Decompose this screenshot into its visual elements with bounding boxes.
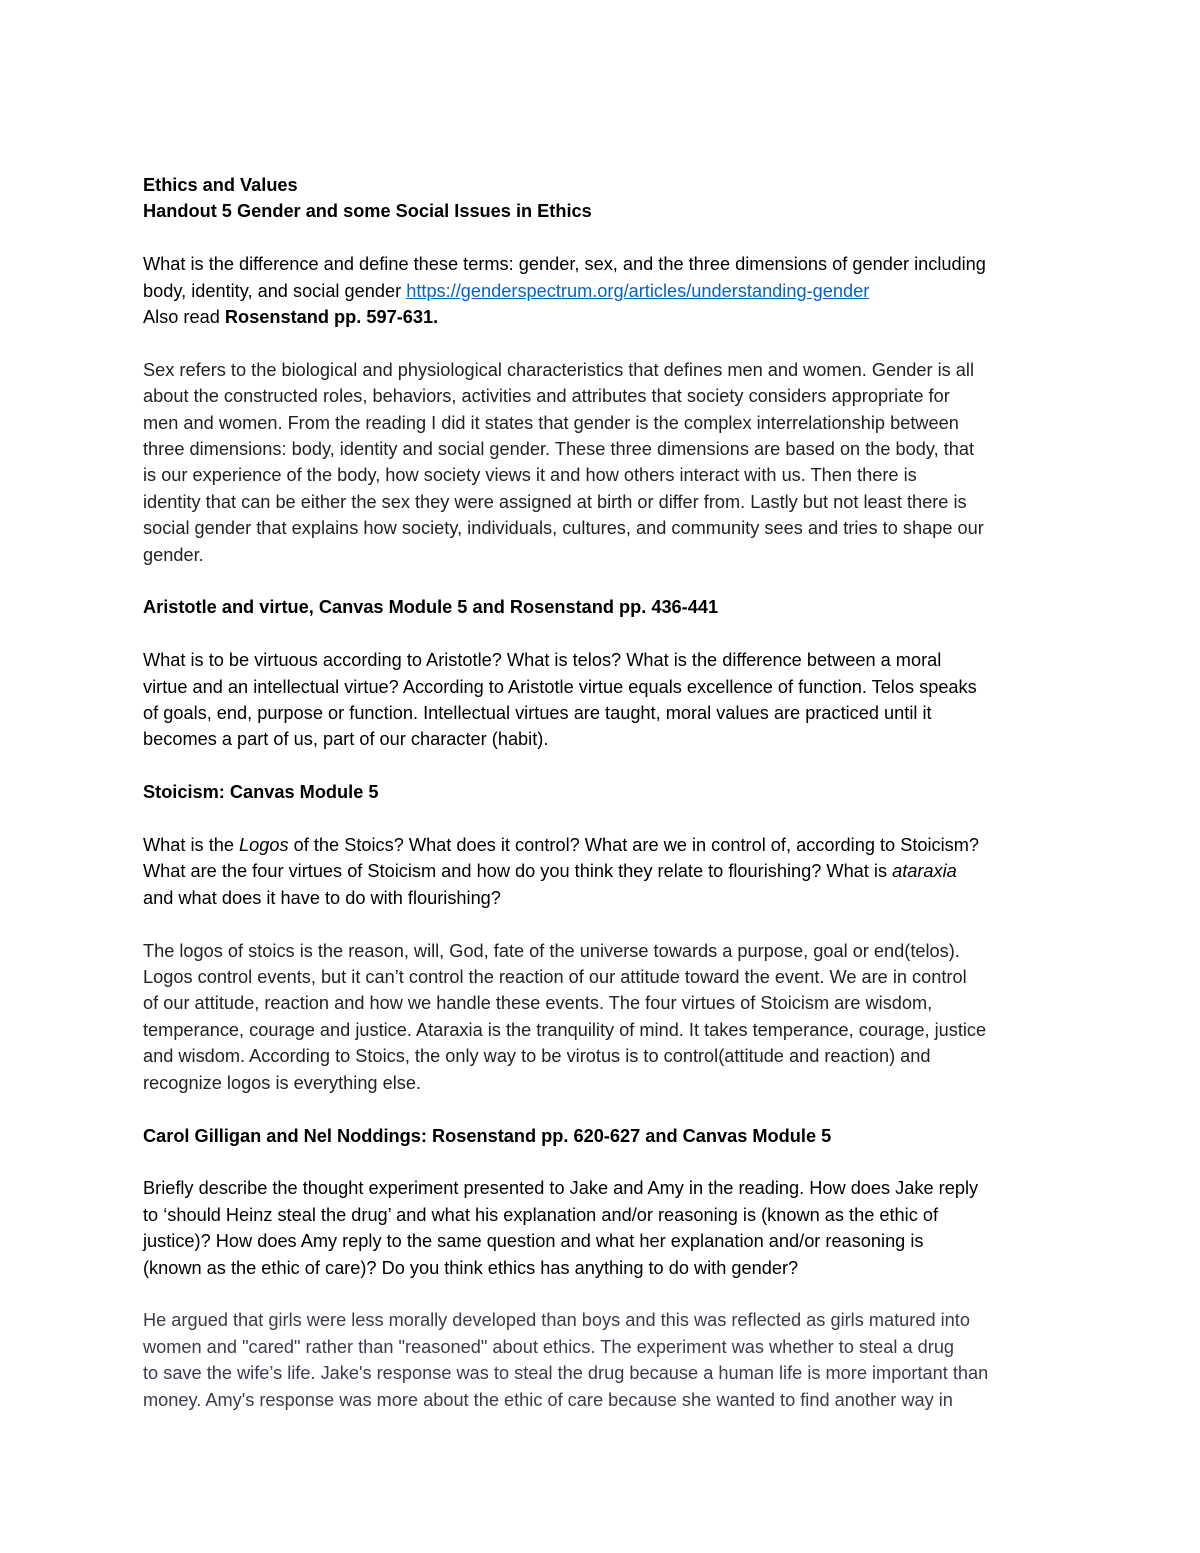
- section-heading: Carol Gilligan and Nel Noddings: Rosenstand pp. 620-627 and Canvas Module 5: [143, 1125, 832, 1146]
- reading-prefix: Also read: [143, 307, 225, 328]
- question-line: and what does it have to do with flourishing?: [143, 887, 501, 908]
- question-line: Briefly describe the thought experiment presented to Jake and Amy in the reading. How does Jake reply: [143, 1178, 979, 1199]
- question-text: What are the four virtues of Stoicism and how do you think they relate to flourishing? What is: [143, 861, 893, 882]
- section-gilligan-answer: [143, 1307, 1068, 1413]
- section-gilligan-heading-block: [143, 1123, 1068, 1149]
- section-gilligan-question: [143, 1175, 1068, 1281]
- answer-line: recognize logos is everything else.: [143, 1072, 422, 1093]
- section-stoicism-answer: [143, 938, 1068, 1096]
- body-line: virtue and an intellectual virtue? According to Aristotle virtue equals excellence of function. Telos speaks: [143, 676, 977, 697]
- section-stoicism-question: [143, 832, 1068, 911]
- section-gender-question: [143, 251, 1068, 330]
- answer-line: and wisdom. According to Stoics, the only way to be virotus is to control(attitude and reaction) and: [143, 1046, 931, 1067]
- answer-line: He argued that girls were less morally developed than boys and this was reflected as girls matured into: [143, 1310, 970, 1331]
- answer-line: to save the wife’s life. Jake's response was to steal the drug because a human life is more important than: [143, 1363, 989, 1384]
- ataraxia-term: ataraxia: [892, 861, 957, 882]
- answer-line: identity that can be either the sex they were assigned at birth or differ from. Lastly but not least there is: [143, 491, 967, 512]
- answer-line: women and "cared" rather than "reasoned" about ethics. The experiment was whether to steal a drug: [143, 1336, 955, 1357]
- document-subtitle: Handout 5 Gender and some Social Issues in Ethics: [143, 201, 592, 222]
- document-body: [143, 172, 1068, 1439]
- answer-line: of our attitude, reaction and how we handle these events. The four virtues of Stoicism are wisdom,: [143, 993, 933, 1014]
- answer-line: Logos control events, but it can’t control the reaction of our attitude toward the event. We are in control: [143, 967, 967, 988]
- question-line: What is the difference and define these terms: gender, sex, and the three dimensions of gender including: [143, 254, 986, 275]
- document-header: [143, 172, 1068, 225]
- document-title: Ethics and Values: [143, 175, 298, 195]
- section-heading: Aristotle and virtue, Canvas Module 5 and Rosenstand pp. 436-441: [143, 597, 719, 618]
- genderspectrum-link[interactable]: https://genderspectrum.org/articles/understanding-gender: [406, 280, 870, 301]
- body-line: of goals, end, purpose or function. Intellectual virtues are taught, moral values are practiced until it: [143, 703, 932, 724]
- question-line: [143, 858, 1068, 884]
- reading-pages: Rosenstand pp. 597-631.: [224, 307, 439, 328]
- section-gender-answer: [143, 357, 1068, 568]
- question-text: What is the: [143, 835, 240, 856]
- question-line: to ‘should Heinz steal the drug’ and what his explanation and/or reasoning is (known as the ethic of: [143, 1204, 939, 1225]
- section-stoicism-heading-block: [143, 779, 1068, 805]
- answer-line: Sex refers to the biological and physiological characteristics that defines men and women. Gender is all: [143, 359, 975, 380]
- question-line: justice)? How does Amy reply to the same question and what her explanation and/or reasoning is: [143, 1231, 924, 1252]
- answer-line: about the constructed roles, behaviors, activities and attributes that society considers appropriate for: [143, 386, 950, 407]
- section-heading: Stoicism: Canvas Module 5: [143, 782, 379, 803]
- answer-line: three dimensions: body, identity and social gender. These three dimensions are based on the body, that: [143, 439, 975, 460]
- question-text: body, identity, and social gender: [143, 280, 407, 301]
- body-line: What is to be virtuous according to Aristotle? What is telos? What is the difference between a moral: [143, 650, 942, 671]
- question-line: [143, 278, 1068, 304]
- answer-line: men and women. From the reading I did it states that gender is the complex interrelationship between: [143, 412, 959, 433]
- question-text: of the Stoics? What does it control? What are we in control of, according to Stoicism?: [288, 835, 980, 856]
- body-line: becomes a part of us, part of our character (habit).: [143, 729, 549, 750]
- answer-line: is our experience of the body, how society views it and how others interact with us. Then there is: [143, 465, 917, 486]
- answer-line: gender.: [143, 544, 204, 565]
- question-line: [143, 832, 1068, 858]
- section-aristotle-body: [143, 647, 1068, 753]
- answer-line: social gender that explains how society, individuals, cultures, and community sees and tries to shape our: [143, 518, 984, 539]
- section-aristotle-heading-block: [143, 594, 1068, 620]
- reading-assignment: [143, 304, 1068, 330]
- logos-term: Logos: [239, 835, 289, 856]
- answer-line: The logos of stoics is the reason, will, God, fate of the universe towards a purpose, goal or end(telos).: [143, 940, 960, 961]
- answer-line: temperance, courage and justice. Ataraxia is the tranquility of mind. It takes temperance, courage, justice: [143, 1019, 987, 1040]
- question-line: (known as the ethic of care)? Do you think ethics has anything to do with gender?: [143, 1257, 799, 1278]
- answer-line: money. Amy's response was more about the ethic of care because she wanted to find another way in: [143, 1389, 953, 1410]
